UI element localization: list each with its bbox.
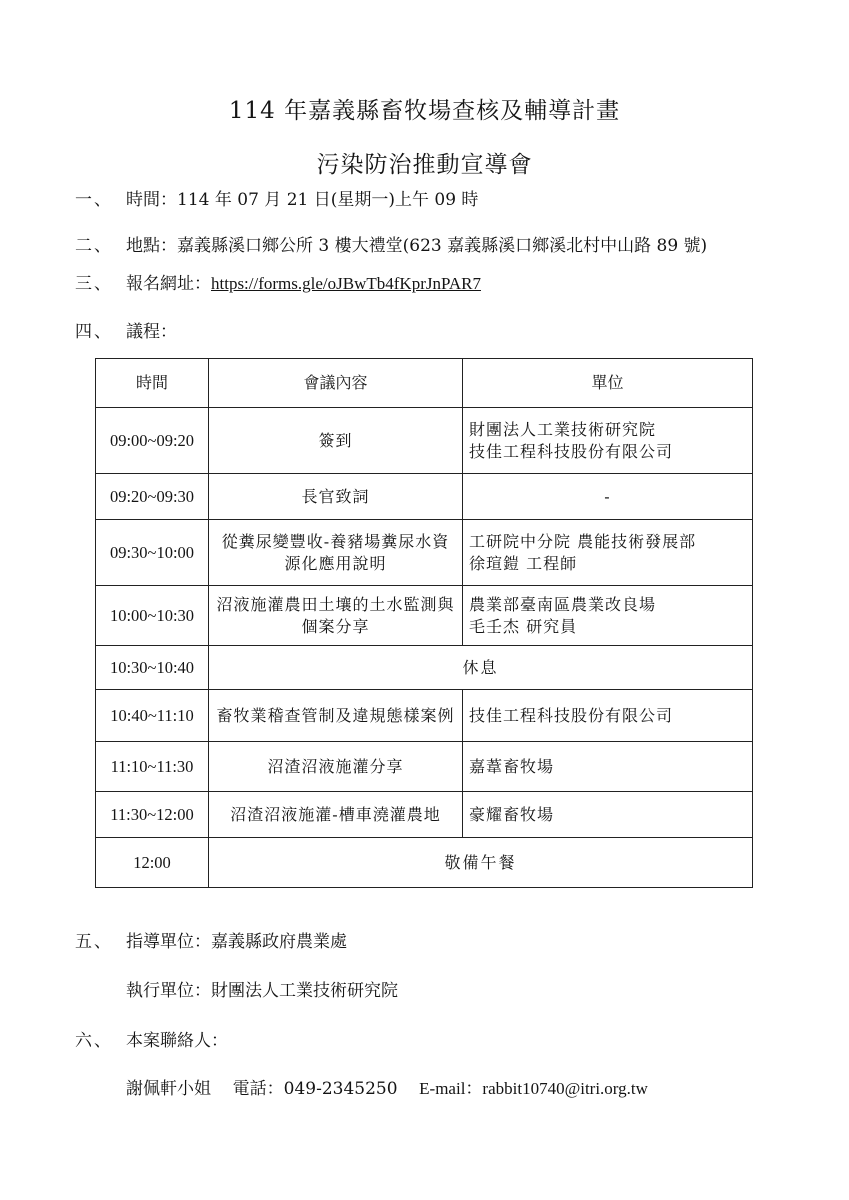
item-register-number: 三、: [75, 274, 113, 294]
agenda-topic-cell: 從糞尿變豐收-養豬場糞尿水資源化應用說明: [209, 520, 463, 586]
agenda-row: [96, 838, 753, 888]
agenda-unit-cell: [463, 408, 753, 474]
agenda-header-row: [96, 359, 753, 408]
item-contact-number: 六、: [75, 1031, 113, 1051]
agenda-unit-line: 豪耀畜牧場: [469, 804, 555, 824]
item-guidance-number: 五、: [75, 932, 113, 952]
agenda-unit-cell: [463, 792, 753, 838]
agenda-unit-line: 技佳工程科技股份有限公司: [469, 705, 674, 725]
agenda-topic-cell: 沼渣沼液施灌-槽車澆灌農地: [209, 792, 463, 838]
agenda-row: [96, 520, 753, 586]
agenda-unit-line: 毛壬杰 研究員: [469, 616, 578, 636]
contact-email: E-mail：rabbit10740@itri.org.tw: [419, 1079, 648, 1098]
agenda-time-cell: 10:30~10:40: [96, 646, 209, 690]
document-subtitle: 污染防治推動宣導會: [316, 152, 533, 178]
header-unit: 單位: [463, 359, 753, 408]
item-register-label: 報名網址：: [126, 274, 211, 294]
item-executor-text: 執行單位：財團法人工業技術研究院: [126, 981, 398, 1001]
agenda-table: [95, 358, 753, 888]
agenda-time-cell: 11:10~11:30: [96, 742, 209, 792]
agenda-topic-cell: 畜牧業稽查管制及違規態樣案例: [209, 690, 463, 742]
contact-name: 謝佩軒小姐: [126, 1079, 211, 1099]
agenda-row: [96, 586, 753, 646]
agenda-unit-line: 嘉葦畜牧場: [469, 756, 555, 776]
agenda-unit-line: -: [604, 486, 611, 506]
agenda-unit-cell: [463, 586, 753, 646]
contact-detail-line: [126, 1078, 648, 1100]
agenda-time-cell: 10:00~10:30: [96, 586, 209, 646]
agenda-row: [96, 742, 753, 792]
agenda-unit-line: 徐瑄鎧 工程師: [469, 553, 578, 573]
header-topic: 會議內容: [209, 359, 463, 408]
item-register-content: [126, 273, 481, 295]
agenda-unit-line: 農業部臺南區農業改良場: [469, 594, 657, 614]
agenda-unit-cell: [463, 742, 753, 792]
agenda-time-cell: 12:00: [96, 838, 209, 888]
agenda-break-cell: 敬備午餐: [209, 838, 753, 888]
agenda-time-cell: 09:00~09:20: [96, 408, 209, 474]
item-contact-label: 本案聯絡人：: [126, 1031, 228, 1051]
agenda-row: [96, 474, 753, 520]
agenda-unit-line: 工研院中分院 農能技術發展部: [469, 531, 697, 551]
header-time: 時間: [96, 359, 209, 408]
agenda-break-cell: 休息: [209, 646, 753, 690]
agenda-unit-cell: [463, 690, 753, 742]
item-place-number: 二、: [75, 236, 113, 256]
item-agenda-number: 四、: [75, 322, 113, 342]
contact-phone: 電話：049-2345250: [232, 1079, 398, 1099]
agenda-unit-cell: [463, 474, 753, 520]
agenda-topic-cell: 簽到: [209, 408, 463, 474]
item-place-text: 地點：嘉義縣溪口鄉公所 3 樓大禮堂(623 嘉義縣溪口鄉溪北村中山路 89 號): [126, 236, 708, 256]
agenda-topic-cell: 長官致詞: [209, 474, 463, 520]
item-guidance-text: 指導單位：嘉義縣政府農業處: [126, 932, 347, 952]
agenda-time-cell: 10:40~11:10: [96, 690, 209, 742]
item-agenda-label: 議程：: [126, 322, 177, 342]
item-time-text: 時間：114 年 07 月 21 日(星期一)上午 09 時: [126, 190, 479, 210]
agenda-row: [96, 646, 753, 690]
agenda-topic-cell: 沼液施灌農田土壤的土水監測與個案分享: [209, 586, 463, 646]
agenda-row: [96, 690, 753, 742]
agenda-row: [96, 408, 753, 474]
agenda-time-cell: 09:30~10:00: [96, 520, 209, 586]
item-time-number: 一、: [75, 190, 113, 210]
agenda-row: [96, 792, 753, 838]
agenda-body: [96, 408, 753, 888]
agenda-unit-cell: [463, 520, 753, 586]
agenda-unit-line: 財團法人工業技術研究院: [469, 419, 657, 439]
agenda-time-cell: 09:20~09:30: [96, 474, 209, 520]
registration-url-link[interactable]: https://forms.gle/oJBwTb4fKprJnPAR7: [211, 274, 481, 293]
agenda-topic-cell: 沼渣沼液施灌分享: [209, 742, 463, 792]
document-title: 114 年嘉義縣畜牧場查核及輔導計畫: [228, 98, 621, 124]
agenda-unit-line: 技佳工程科技股份有限公司: [469, 441, 674, 461]
agenda-time-cell: 11:30~12:00: [96, 792, 209, 838]
